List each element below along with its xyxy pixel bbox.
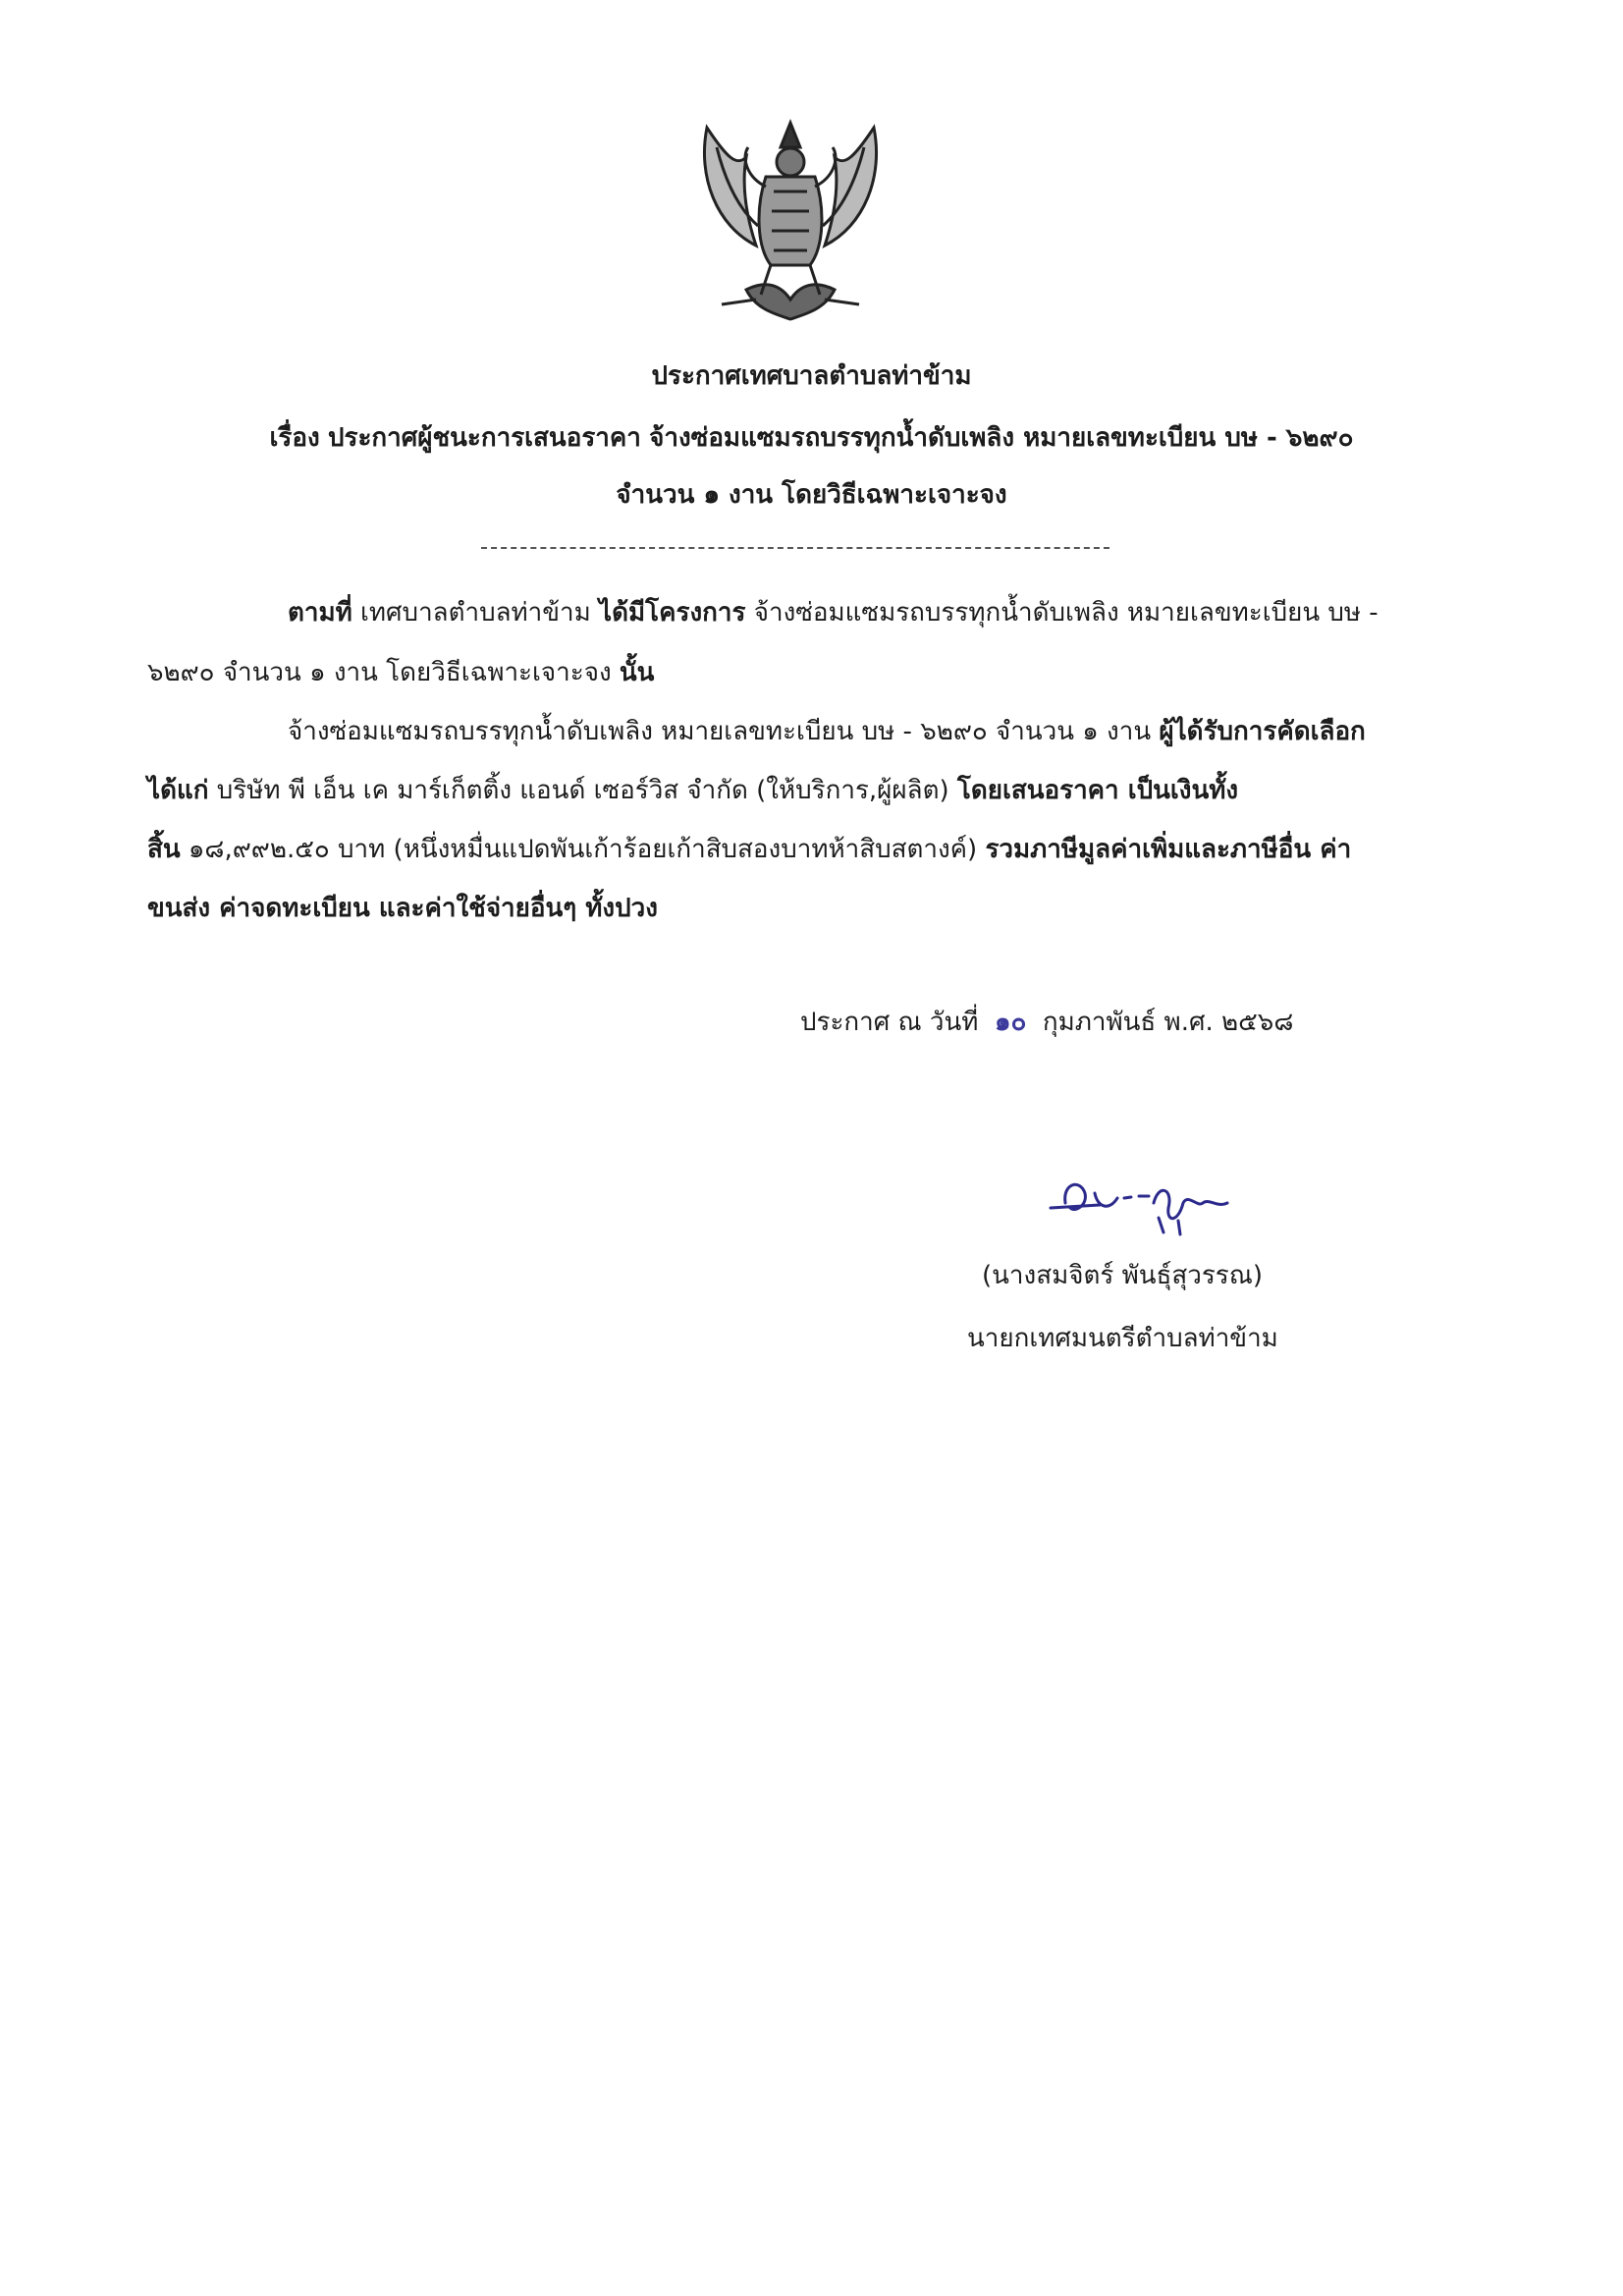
text-segment: ขนส่ง ค่าจดทะเบียน และค่าใช้จ่ายอื่นๆ ทั้งปวง xyxy=(147,894,658,923)
text-segment: ได้มีโครงการ xyxy=(599,598,746,628)
signer-name: (นางสมจิตร์ พันธุ์สุวรรณ) xyxy=(982,1261,1264,1290)
paragraph-2-line-2 xyxy=(147,770,1238,810)
subject-bold: ประกาศผู้ชนะการเสนอราคา xyxy=(327,423,641,453)
text-segment: นั้น xyxy=(619,658,655,687)
announce-rest: กุมภาพันธ์ พ.ศ. ๒๕๖๘ xyxy=(1042,1008,1294,1037)
subject-rest: จ้างซ่อมแซมรถบรรทุกน้ำดับเพลิง หมายเลขทะเบียน บษ - ๖๒๙๐ xyxy=(649,423,1354,453)
page-title: ประกาศเทศบาลตำบลท่าข้าม xyxy=(651,361,972,391)
text-segment: จ้างซ่อมแซมรถบรรทุกน้ำดับเพลิง หมายเลขทะเบียน บษ - xyxy=(745,598,1379,628)
divider xyxy=(481,547,1109,549)
announce-day: ๑๐ xyxy=(994,1008,1027,1037)
paragraph-2-line-4 xyxy=(147,888,658,928)
text-segment: โดยเสนอราคา เป็นเงินทั้ง xyxy=(956,776,1239,805)
text-segment: ๑๘,๙๙๒.๕๐ บาท (หนึ่งหมื่นแปดพันเก้าร้อยเก้าสิบสองบาทห้าสิบสตางค์) xyxy=(180,835,986,864)
subject-line-2: จำนวน ๑ งาน โดยวิธีเฉพาะเจาะจง xyxy=(616,480,1007,510)
text-segment: ได้แก่ xyxy=(147,776,209,805)
paragraph-1-line-1 xyxy=(288,592,1379,632)
paragraph-1-line-2 xyxy=(147,652,654,692)
subject-line xyxy=(0,417,1623,458)
text-segment: จ้างซ่อมแซมรถบรรทุกน้ำดับเพลิง หมายเลขทะเบียน บษ - ๖๒๙๐ จำนวน ๑ งาน xyxy=(288,717,1160,746)
text-segment: เทศบาลตำบลท่าข้าม xyxy=(352,598,600,628)
text-segment: ๖๒๙๐ จำนวน ๑ งาน โดยวิธีเฉพาะเจาะจง xyxy=(147,658,620,687)
signer-position: นายกเทศมนตรีตำบลท่าข้าม xyxy=(967,1324,1278,1353)
signature-icon xyxy=(1041,1164,1257,1242)
text-segment: บริษัท พี เอ็น เค มาร์เก็ตติ้ง แอนด์ เซอร์วิส จำกัด (ให้บริการ,ผู้ผลิต) xyxy=(208,776,957,805)
text-segment: รวมภาษีมูลค่าเพิ่มและภาษีอื่น ค่า xyxy=(985,835,1352,864)
text-segment: ตามที่ xyxy=(288,598,352,628)
announce-date xyxy=(800,1002,1293,1042)
text-segment: สิ้น xyxy=(147,835,181,864)
paragraph-2-line-3 xyxy=(147,829,1351,869)
announce-prefix: ประกาศ ณ วันที่ xyxy=(800,1008,979,1037)
garuda-emblem-icon xyxy=(687,118,893,334)
paragraph-2-line-1 xyxy=(288,711,1366,751)
text-segment: ผู้ได้รับการคัดเลือก xyxy=(1159,717,1366,746)
subject-label: เรื่อง xyxy=(269,423,320,453)
